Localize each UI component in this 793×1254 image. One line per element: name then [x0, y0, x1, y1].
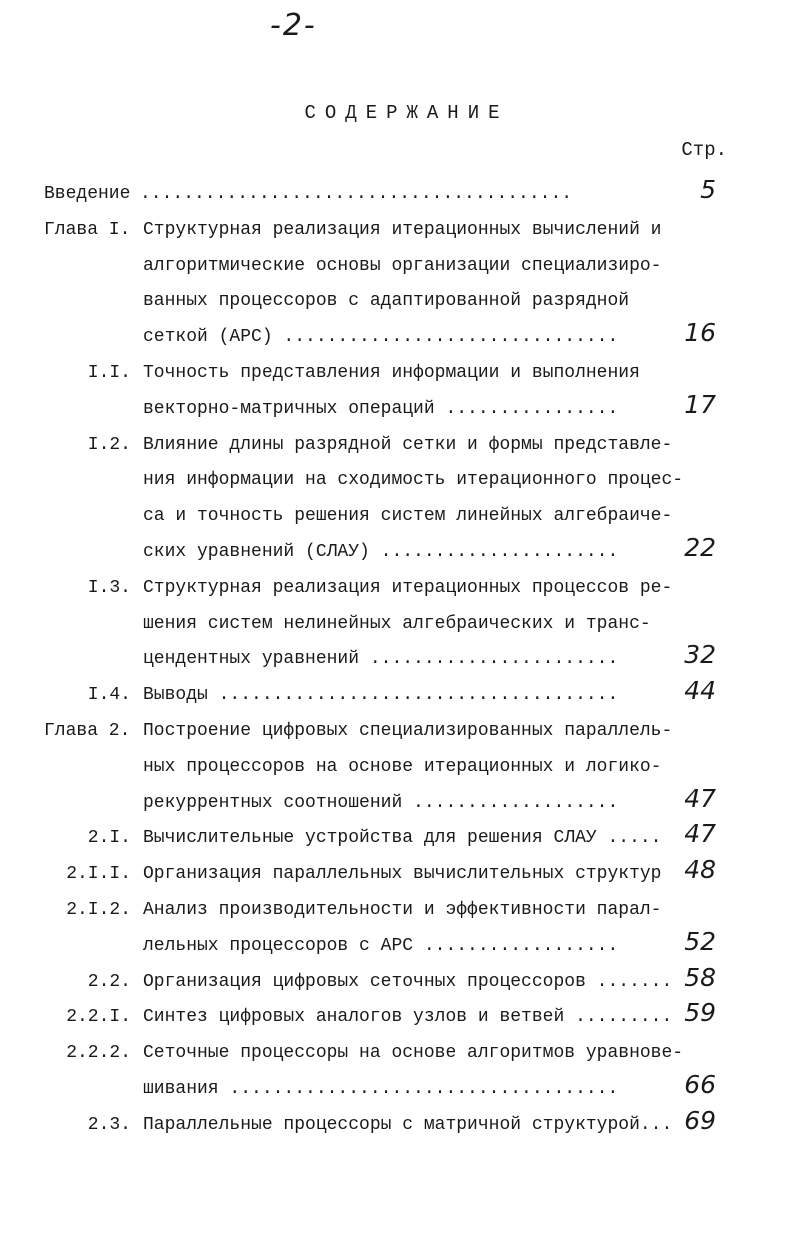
entry-text-line: ных процессоров на основе итерационных и логико- [143, 756, 662, 777]
entry-text-line: Синтез цифровых аналогов узлов и ветвей ......... [143, 1007, 673, 1028]
entry-text-line: Параллельные процессоры с матричной структурой... [143, 1114, 673, 1135]
entry-text-line: лельных процессоров с АРС .................. [143, 935, 619, 956]
entry-label: I.2. [87, 434, 131, 455]
entry-page-number: 66 [684, 1070, 716, 1099]
entry-page-number: 47 [684, 819, 716, 849]
entry-page-number: 44 [684, 676, 716, 706]
entry-label: 2.I.I. [66, 864, 131, 885]
entry-text-line: Организация параллельных вычислительных структур [143, 864, 662, 885]
entry-page-number: 47 [684, 783, 716, 813]
entry-label: 2.2. [87, 971, 131, 992]
entry-label: 2.I.2. [66, 900, 131, 920]
entry-text-line: цендентных уравнений ....................... [143, 649, 619, 670]
entry-text-line: Точность представления информации и выполнения [143, 363, 640, 383]
entry-text-line: Организация цифровых сеточных процессоров ....... [143, 971, 673, 992]
entry-text-line: шивания .................................... [143, 1079, 619, 1099]
entry-label: I.I. [87, 363, 131, 383]
entry-page-number: 59 [684, 998, 716, 1028]
toc-title: СОДЕРЖАНИЕ [304, 102, 509, 124]
entry-label: 2.3. [87, 1114, 131, 1135]
entry-page-number: 58 [684, 962, 716, 992]
entry-page-number: 69 [684, 1105, 716, 1135]
entry-label: Глава I. [44, 219, 131, 240]
entry-text-line: ванных процессоров с адаптированной разрядной [143, 291, 630, 312]
entry-label: I.3. [87, 577, 131, 598]
entry-text-line: Построение цифровых специализированных параллель- [143, 721, 673, 741]
entry-text-line: векторно-матричных операций ................ [143, 398, 619, 419]
page-column-header: Стр. [681, 139, 727, 161]
entry-text-line: Вычислительные устройства для решения СЛАУ ..... [143, 828, 662, 849]
entry-text-line: алгоритмические основы организации специализиро- [143, 255, 662, 276]
entry-text-line: Структурная реализация итерационных процессов ре- [143, 577, 673, 598]
entry-page-number: 48 [684, 855, 716, 885]
entry-label: I.4. [87, 685, 131, 706]
entry-label: 2.I. [87, 828, 131, 849]
entry-text-line: Сеточные процессоры на основе алгоритмов уравнове- [143, 1043, 684, 1064]
entry-text-line: Анализ производительности и эффективности парал- [143, 900, 662, 920]
entry-page-number: 22 [684, 533, 716, 562]
entry-text-line: ских уравнений (СЛАУ) ...................... [143, 542, 619, 562]
entry-text-line: ........................................ [140, 184, 573, 204]
entry-label: 2.2.2. [66, 1043, 131, 1064]
entry-text-line: Влияние длины разрядной сетки и формы представле- [143, 434, 673, 455]
entry-label: Введение [44, 184, 131, 204]
entry-page-number: 5 [700, 175, 716, 204]
entry-label: Глава 2. [44, 721, 131, 741]
entry-page-number: 16 [684, 318, 716, 348]
entry-page-number: 32 [684, 640, 716, 670]
entry-text-line: рекуррентных соотношений ................... [143, 792, 619, 813]
entry-page-number: 52 [684, 926, 716, 956]
entry-text-line: Выводы ..................................... [143, 685, 619, 706]
entry-text-line: ния информации на сходимость итерационного процес- [143, 470, 684, 491]
entry-text-line: сеткой (АРС) ............................... [143, 327, 619, 348]
entry-text-line: шения систем нелинейных алгебраических и транс- [143, 613, 651, 634]
entry-text-line: са и точность решения систем линейных алгебраиче- [143, 506, 673, 527]
entry-text-line: Структурная реализация итерационных вычислений и [143, 219, 662, 240]
entry-label: 2.2.I. [66, 1007, 131, 1028]
entry-page-number: 17 [684, 389, 716, 419]
page-number: -2- [270, 8, 317, 43]
